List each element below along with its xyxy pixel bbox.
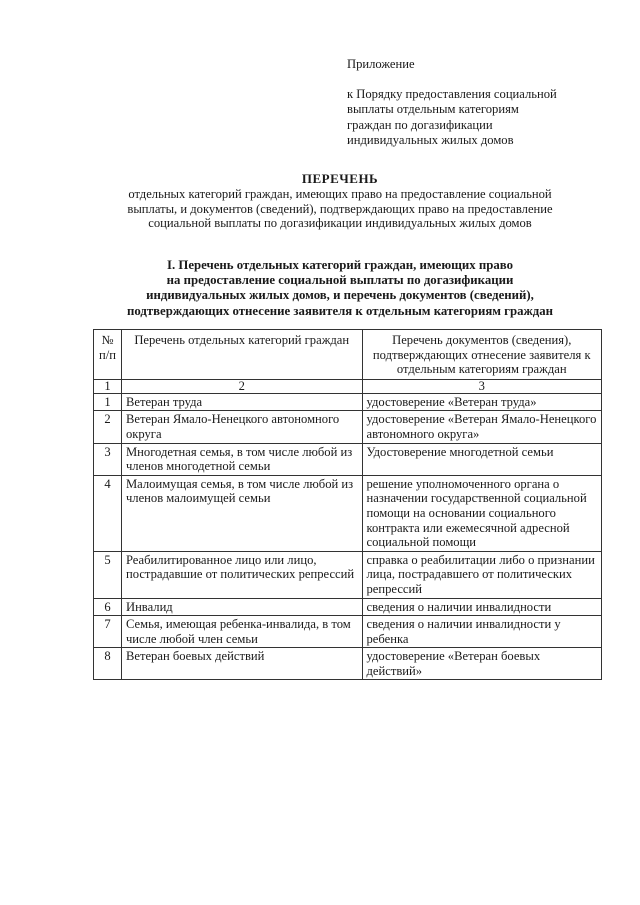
row-category: Малоимущая семья, в том числе любой из членов малоимущей семьи: [121, 475, 362, 551]
document-heading: [60, 171, 620, 231]
section-title-line: на предоставление социальной выплаты по догазификации: [166, 273, 514, 288]
heading-line: социальной выплаты по догазификации индивидуальных жилых домов: [148, 216, 532, 230]
row-category: Ветеран труда: [121, 393, 362, 411]
row-documents: удостоверение «Ветеран труда»: [362, 393, 602, 411]
table-row: [94, 598, 602, 616]
row-num: 1: [94, 393, 122, 411]
index-cell: 2: [121, 379, 362, 393]
appendix-line: к Порядку предоставления социальной: [347, 86, 557, 101]
section-title-line: индивидуальных жилых домов, и перечень документов (сведений),: [146, 288, 534, 303]
row-num: 4: [94, 475, 122, 551]
appendix-title: Приложение: [347, 57, 415, 71]
row-documents: Удостоверение многодетной семьи: [362, 443, 602, 475]
row-num: 6: [94, 598, 122, 616]
row-num: 2: [94, 411, 122, 443]
heading-title: ПЕРЕЧЕНЬ: [301, 171, 379, 186]
row-category: Семья, имеющая ребенка-инвалида, в том числе любой член семьи: [121, 616, 362, 648]
table-row: [94, 475, 602, 551]
row-category: Многодетная семья, в том числе любой из членов многодетной семьи: [121, 443, 362, 475]
row-documents: удостоверение «Ветеран боевых действий»: [362, 648, 602, 680]
row-category: Инвалид: [121, 598, 362, 616]
row-num: 7: [94, 616, 122, 648]
row-documents: сведения о наличии инвалидности у ребенка: [362, 616, 602, 648]
row-documents: сведения о наличии инвалидности: [362, 598, 602, 616]
table-header-row: [94, 330, 602, 380]
row-documents: справка о реабилитации либо о признании лица, пострадавшего от политических репрессий: [362, 551, 602, 598]
row-category: Реабилитированное лицо или лицо, пострадавшие от политических репрессий: [121, 551, 362, 598]
index-cell: 1: [94, 379, 122, 393]
header-category: Перечень отдельных категорий граждан: [121, 330, 362, 380]
row-category: Ветеран боевых действий: [121, 648, 362, 680]
table-row: [94, 411, 602, 443]
index-cell: 3: [362, 379, 602, 393]
table-row: [94, 616, 602, 648]
section-title: [60, 258, 620, 319]
heading-line: выплаты, и документов (сведений), подтверждающих право на предоставление: [127, 201, 553, 216]
appendix-line: выплаты отдельным категориям: [347, 102, 519, 116]
row-num: 5: [94, 551, 122, 598]
section-title-line: подтверждающих отнесение заявителя к отдельным категориям граждан: [126, 303, 554, 318]
appendix-line: индивидуальных жилых домов: [347, 133, 514, 147]
appendix-block: [347, 57, 607, 149]
table-index-row: [94, 379, 602, 393]
categories-table: [93, 329, 602, 680]
heading-line: отдельных категорий граждан, имеющих право на предоставление социальной: [128, 187, 552, 201]
row-num: 8: [94, 648, 122, 680]
row-category: Ветеран Ямало-Ненецкого автономного округа: [121, 411, 362, 443]
table-row: [94, 648, 602, 680]
table-row: [94, 393, 602, 411]
header-documents: Перечень документов (сведения), подтверждающих отнесение заявителя к отдельным категориям граждан: [362, 330, 602, 380]
row-num: 3: [94, 443, 122, 475]
section-title-line: I. Перечень отдельных категорий граждан, имеющих право: [167, 258, 513, 272]
table-row: [94, 551, 602, 598]
table-row: [94, 443, 602, 475]
header-num: № п/п: [94, 330, 122, 380]
appendix-line: граждан по догазификации: [347, 117, 493, 132]
row-documents: удостоверение «Ветеран Ямало-Ненецкого автономного округа»: [362, 411, 602, 443]
row-documents: решение уполномоченного органа о назначении государственной социальной помощи на основании социального контракта или ежемесячной адресной социальной помощи: [362, 475, 602, 551]
